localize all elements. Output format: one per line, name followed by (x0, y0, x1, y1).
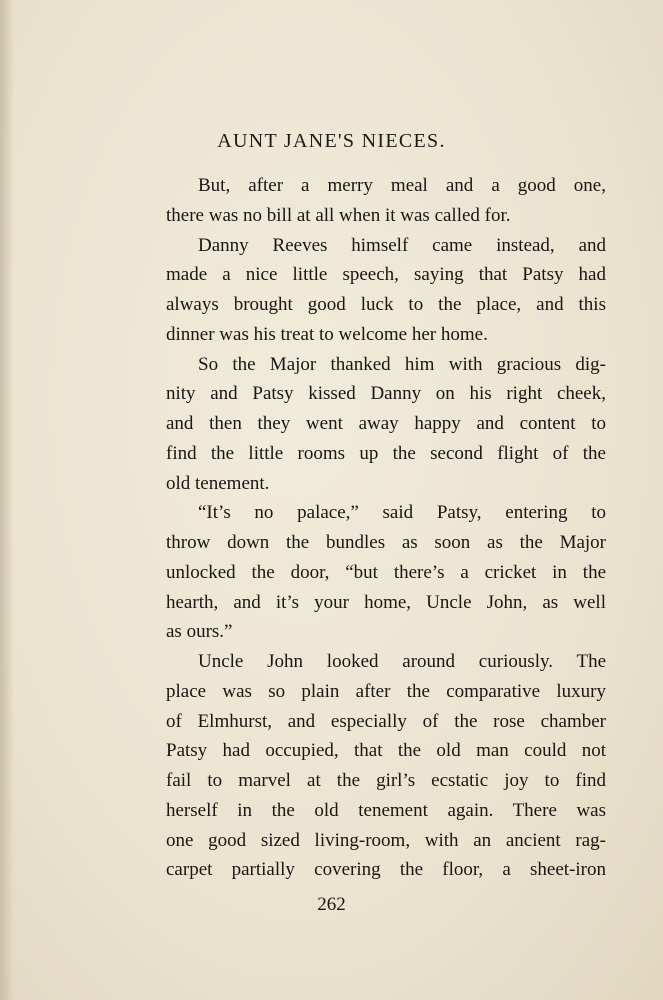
text-line: But, after a merry meal and a good one, (198, 175, 606, 196)
text-line: Patsy had occupied, that the old man could not (166, 740, 606, 762)
text-line: Danny Reeves himself came instead, and (198, 234, 606, 256)
text-line: carpet partially covering the floor, a sheet-iron (166, 859, 606, 881)
text-line: unlocked the door, “but there’s a cricket in the (166, 561, 606, 583)
text-line: fail to marvel at the girl’s ecstatic joy to find (166, 770, 606, 791)
text-line: “It’s no palace,” said Patsy, entering to (198, 502, 606, 524)
text-line: one good sized living-room, with an ancient rag- (166, 829, 606, 851)
text-line: Uncle John looked around curiously. The (198, 651, 606, 672)
text-line: as ours.” (166, 621, 233, 643)
text-line: herself in the old tenement again. There was (166, 799, 606, 821)
text-line: made a nice little speech, saying that Patsy had (166, 264, 606, 286)
text-line: always brought good luck to the place, and this (166, 294, 606, 315)
text-line: nity and Patsy kissed Danny on his right cheek, (166, 383, 606, 405)
running-head: AUNT JANE'S NIECES. (217, 130, 446, 152)
text-line: place was so plain after the comparative luxury (166, 680, 606, 702)
page-number: 262 (317, 894, 346, 915)
text-line: So the Major thanked him with gracious dig- (198, 353, 606, 375)
text-line: dinner was his treat to welcome her home. (166, 323, 488, 345)
text-line: hearth, and it’s your home, Uncle John, as well (166, 591, 606, 613)
text-line: there was no bill at all when it was called for. (166, 204, 511, 226)
text-line: find the little rooms up the second flight of the (166, 442, 606, 464)
text-line: and then they went away happy and content to (166, 413, 606, 434)
text-line: old tenement. (166, 472, 270, 494)
text-line: throw down the bundles as soon as the Major (166, 532, 606, 553)
body-text (166, 171, 606, 885)
text-line: of Elmhurst, and especially of the rose chamber (166, 710, 606, 732)
